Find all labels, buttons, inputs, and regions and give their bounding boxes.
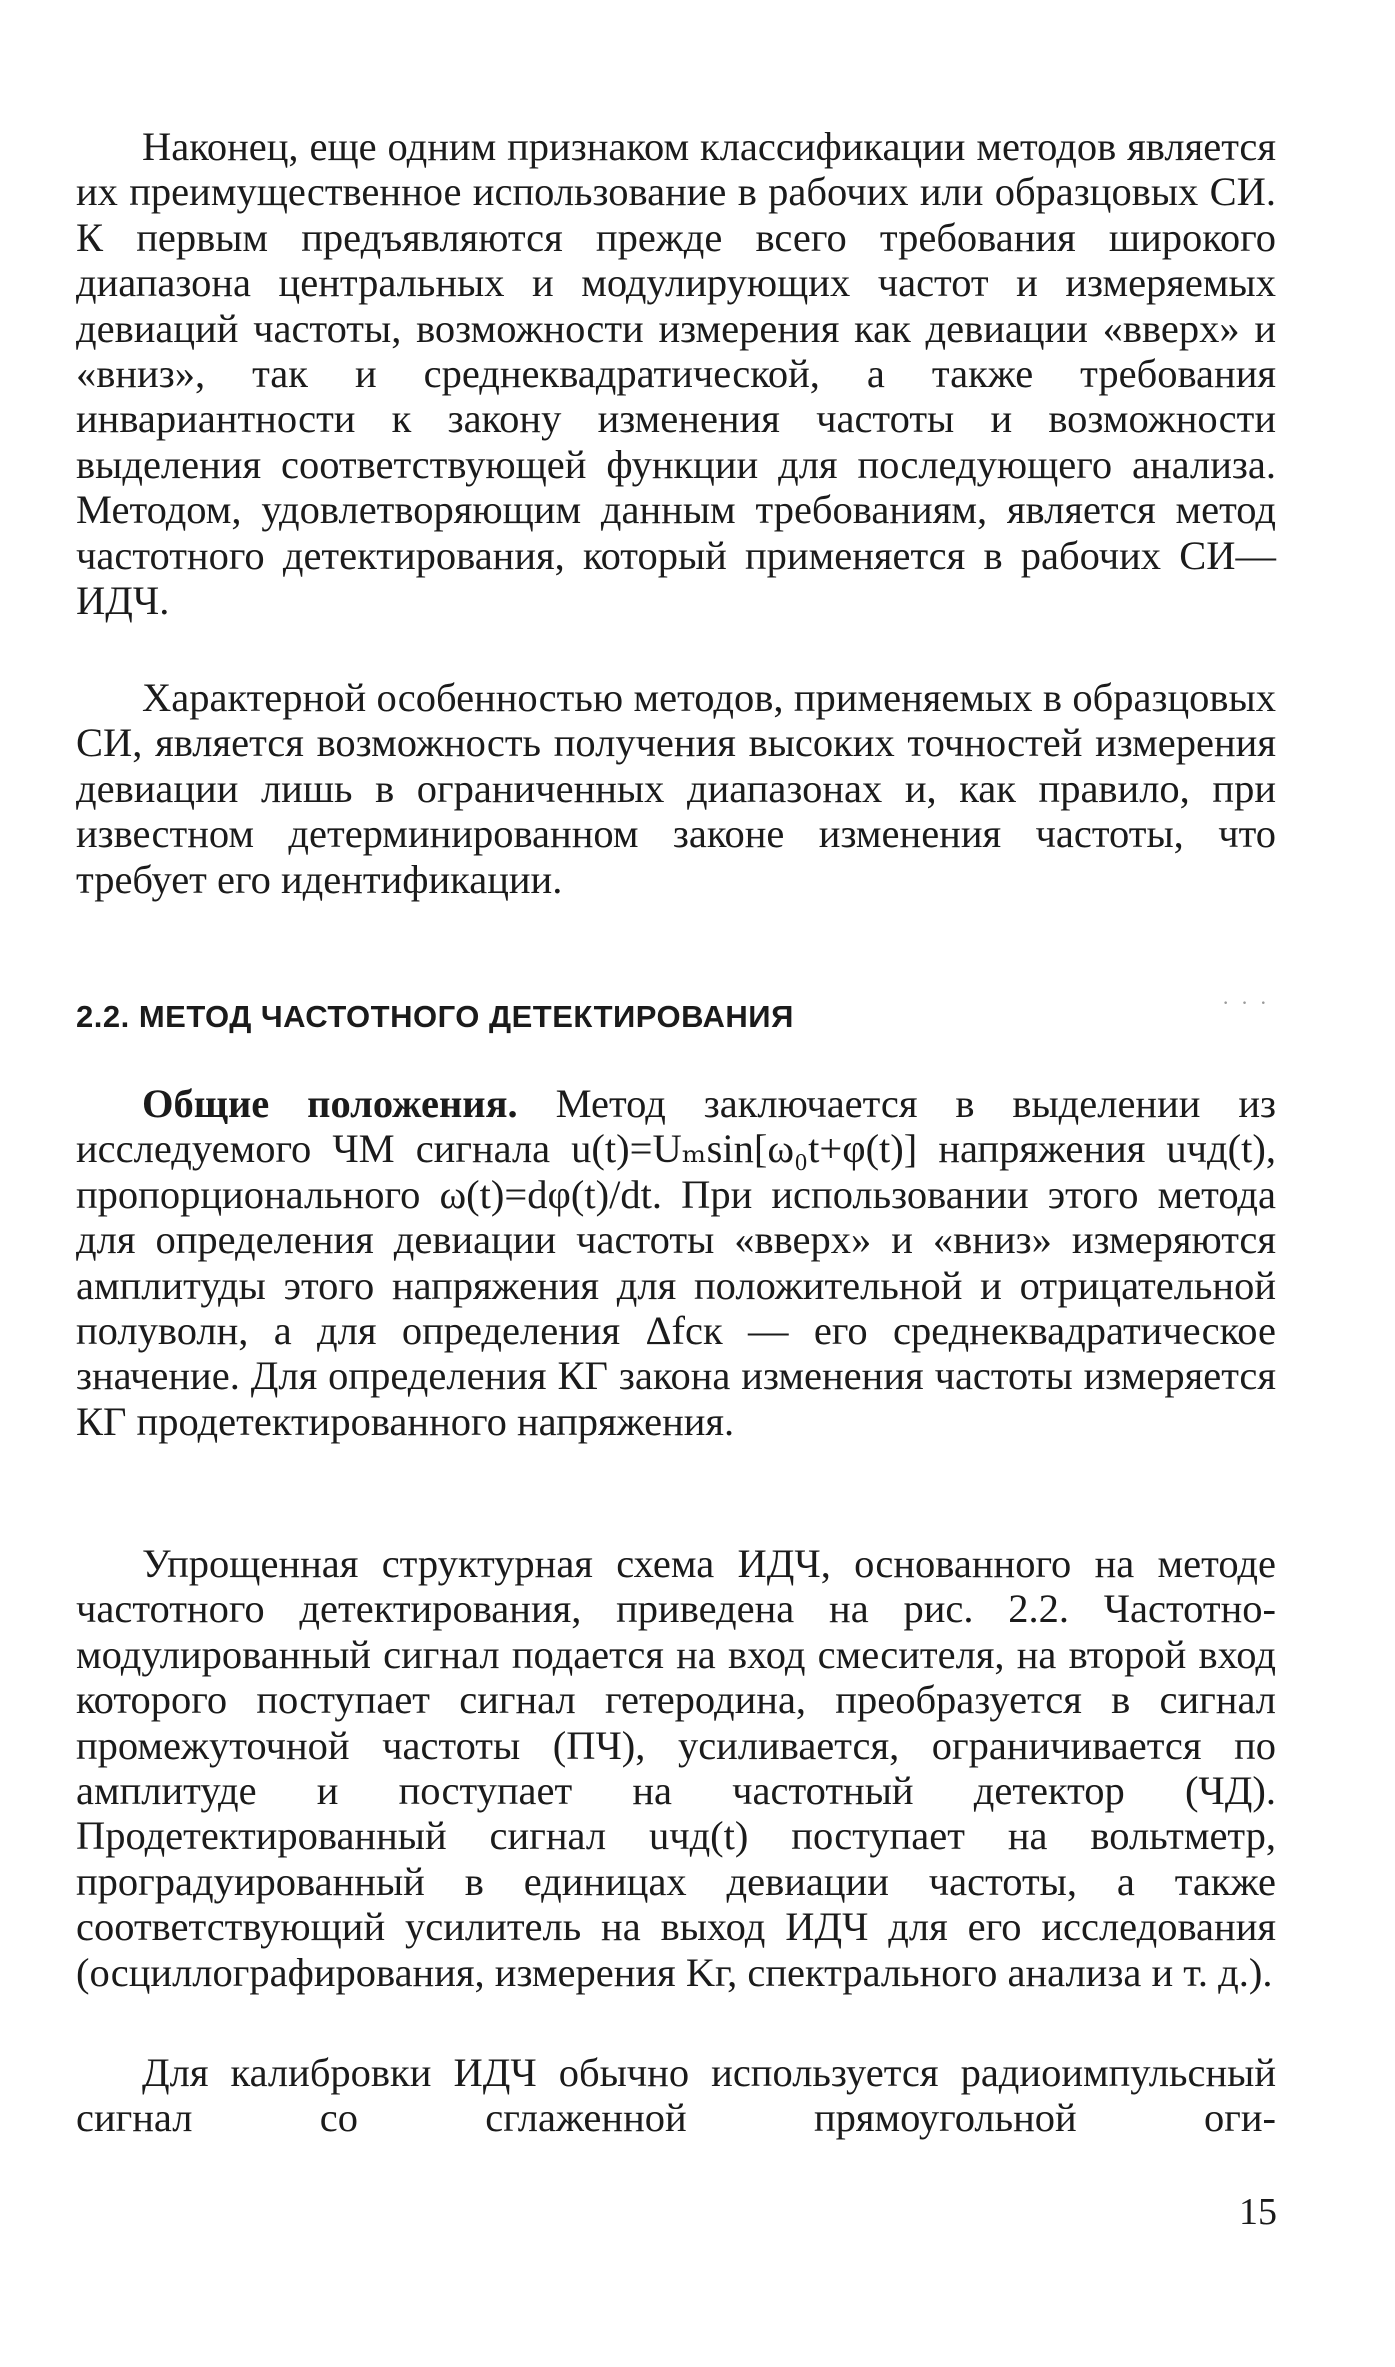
paragraph-3 <box>76 1081 1276 1444</box>
paragraph-3-body: Метод заключается в выделении из исследуемого ЧМ сигнала u(t)=Uₘsin[ω₀t+φ(t)] напряжения uчд(t), пропорционального ω(t)=dφ(t)/dt. При использовании этого метода для определения девиации частоты «вверх» и «вниз» измеряются амплитуды этого напряжения для положительной и отрицательной полуволн, а для определения Δfск — его среднеквадратическое значение. Для определения КГ закона изменения частоты измеряется КГ продетектированного напряжения. <box>76 1081 1277 1444</box>
paragraph-2-text: Характерной особенностью методов, применяемых в образцовых СИ, является возможность получения высоких точностей измерения девиации лишь в ограниченных диапазонах и, как правило, при известном детерминированном законе изменения частоты, что требует его идентификации. <box>76 675 1276 902</box>
page-number: 15 <box>1239 2191 1277 2233</box>
paragraph-5-text: Для калибровки ИДЧ обычно используется радиоимпульсный сигнал со сглаженной прямоугольной оги- <box>76 2050 1276 2141</box>
paragraph-lead: Общие положения. <box>142 1081 518 1126</box>
paragraph-5 <box>76 2050 1276 2141</box>
paragraph-1-text: Наконец, еще одним признаком классификации методов является их преимущественное использование в рабочих или образцовых СИ. К первым предъявляются прежде всего требования широкого диапазона центральных и модулирующих частот и измеряемых девиаций частоты, возможности измерения как девиации «вверх» и «вниз», так и среднеквадратической, а также требования инвариантности к закону изменения частоты и возможности выделения соответствующей функции для последующего анализа. Методом, удовлетворяющим данным требованиям, является метод частотного детектирования, который применяется в рабочих СИ—ИДЧ. <box>76 124 1276 624</box>
paragraph-2 <box>76 675 1276 902</box>
paragraph-4 <box>76 1541 1276 1995</box>
paragraph-4-text: Упрощенная структурная схема ИДЧ, основанного на методе частотного детектирования, приведена на рис. 2.2. Частотно-модулированный сигнал подается на вход смесителя, на второй вход которого поступает сигнал гетеродина, преобразуется в сигнал промежуточной частоты (ПЧ), усиливается, ограничивается по амплитуде и поступает на частотный детектор (ЧД). Продетектированный сигнал uчд(t) поступает на вольтметр, проградуированный в единицах девиации частоты, а также соответствующий усилитель на выход ИДЧ для его исследования (осциллографирования, измерения Kг, спектрального анализа и т. д.). <box>76 1541 1276 1995</box>
heading-mark: · · · <box>1222 990 1270 1015</box>
paragraph-3-text <box>76 1081 1276 1444</box>
section-heading: 2.2. МЕТОД ЧАСТОТНОГО ДЕТЕКТИРОВАНИЯ <box>76 999 794 1034</box>
paragraph-1 <box>76 124 1276 623</box>
